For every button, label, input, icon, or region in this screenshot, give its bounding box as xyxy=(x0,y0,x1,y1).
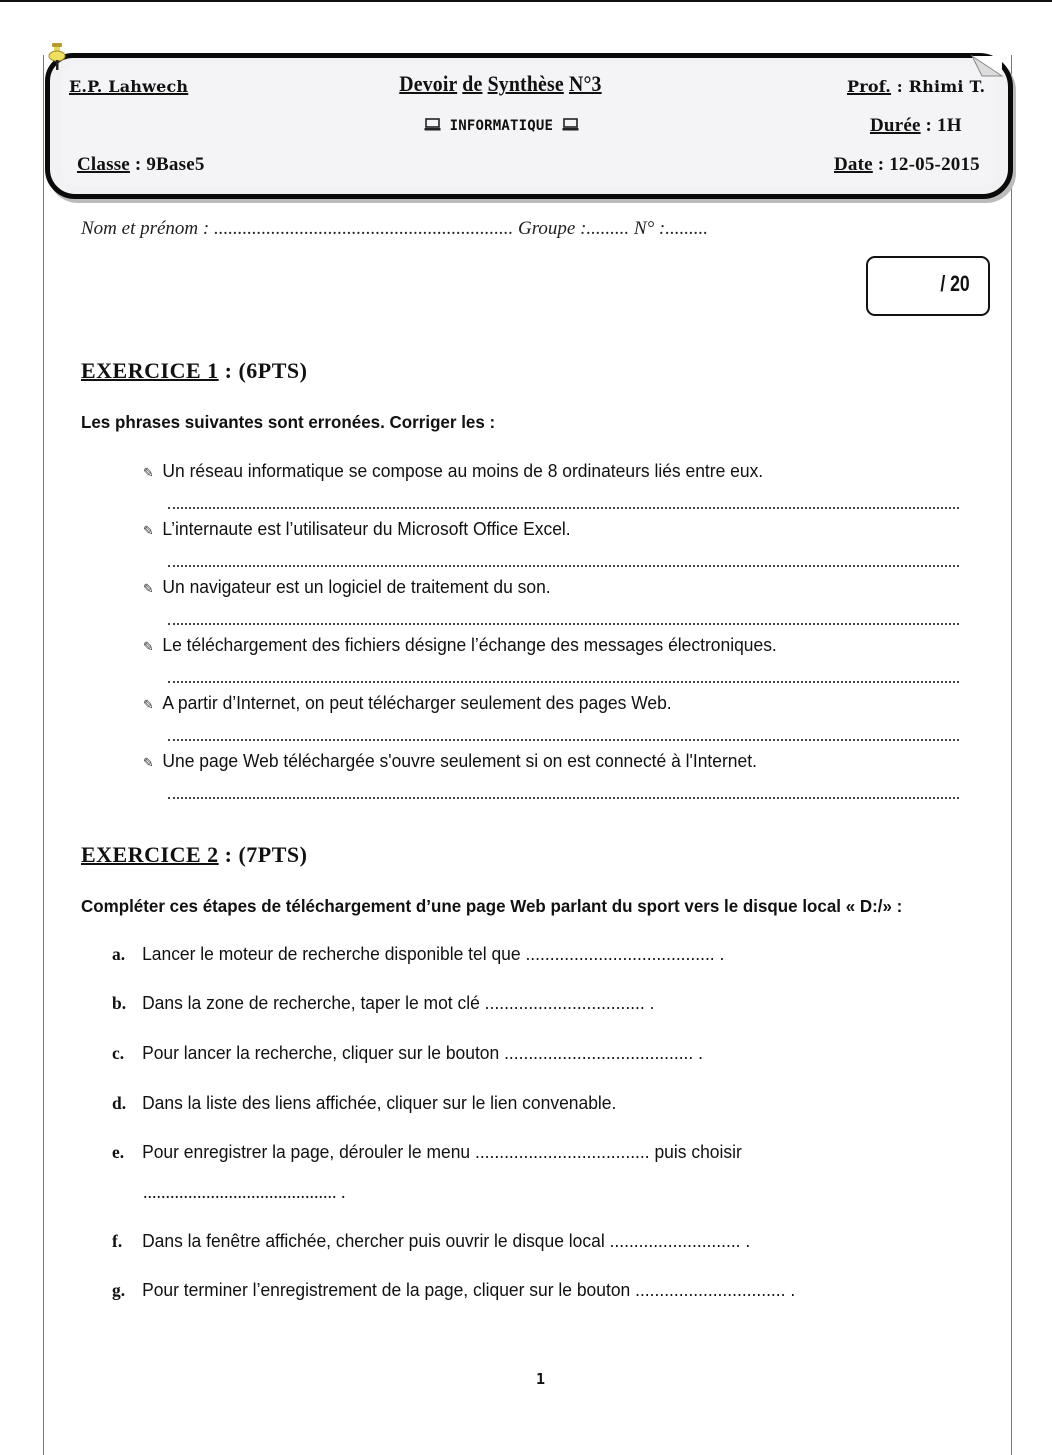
step-label: b. xyxy=(112,993,127,1013)
step-label: g. xyxy=(112,1280,126,1300)
score-text: / 20 xyxy=(940,271,970,296)
class-value: : 9Base5 xyxy=(134,154,205,175)
title-word: Devoir xyxy=(399,71,458,96)
top-rule xyxy=(0,0,1052,2)
exercise-1-item xyxy=(143,693,672,714)
exercise-1-item xyxy=(143,461,763,482)
exercise-2-instruction: Compléter ces étapes de téléchargement d’une page Web parlant du sport vers le disque local « D:/» : xyxy=(81,896,903,916)
step-text: Dans la liste des liens affichée, cliquer sur le lien convenable. xyxy=(142,1093,617,1113)
answer-line[interactable] xyxy=(168,679,959,683)
school-name-text: E.P. Lahwech xyxy=(69,77,189,96)
duration-field xyxy=(870,115,962,137)
pushpin-icon xyxy=(48,42,66,70)
exercise-1-instruction: Les phrases suivantes sont erronées. Corriger les : xyxy=(81,412,496,432)
step-c[interactable] xyxy=(112,1043,703,1064)
step-text: Pour terminer l’enregistrement de la page, cliquer sur le bouton ............................... . xyxy=(142,1280,796,1300)
title-word: N°3 xyxy=(568,71,602,96)
step-label: f. xyxy=(112,1231,123,1251)
exercise-1-item xyxy=(143,577,551,598)
exercise-1-item xyxy=(143,635,777,656)
class-label: Classe xyxy=(77,154,130,175)
pencil-icon: ✎ xyxy=(143,639,154,654)
laptop-icon xyxy=(562,118,579,131)
pencil-icon: ✎ xyxy=(143,581,154,596)
step-e-continuation[interactable]: ........................................... . xyxy=(143,1182,346,1202)
step-label: c. xyxy=(112,1043,125,1063)
item-text: Le téléchargement des fichiers désigne l’échange des messages électroniques. xyxy=(162,635,777,655)
school-name xyxy=(69,77,188,96)
score-box xyxy=(866,256,990,316)
step-text: Dans la fenêtre affichée, chercher puis ouvrir le disque local ........................... . xyxy=(142,1231,751,1251)
answer-line[interactable] xyxy=(168,795,959,799)
step-label: e. xyxy=(112,1142,125,1162)
item-text: Une page Web téléchargée s'ouvre seulement si on est connecté à l'Internet. xyxy=(162,751,757,771)
subject-line xyxy=(424,118,579,134)
answer-line[interactable] xyxy=(168,563,959,567)
item-text: Un réseau informatique se compose au moins de 8 ordinateurs liés entre eux. xyxy=(162,461,764,481)
pencil-icon: ✎ xyxy=(143,465,154,480)
prof-value: : Rhimi T. xyxy=(896,77,986,96)
title-word: de xyxy=(462,71,483,96)
answer-line[interactable] xyxy=(168,737,959,741)
laptop-icon xyxy=(424,118,441,131)
date-label: Date xyxy=(834,154,873,175)
exercise-1-item xyxy=(143,519,571,540)
subject-text: INFORMATIQUE xyxy=(449,118,554,134)
step-text: Lancer le moteur de recherche disponible tel que ....................................... . xyxy=(142,944,725,964)
step-text: Pour lancer la recherche, cliquer sur le bouton ....................................... . xyxy=(142,1043,703,1063)
step-e[interactable] xyxy=(112,1142,742,1163)
step-b[interactable] xyxy=(112,993,654,1014)
item-text: Un navigateur est un logiciel de traitement du son. xyxy=(162,577,551,597)
student-name-field[interactable]: Nom et prénom : ............................................................... Groupe :......... N° :......... xyxy=(81,218,708,239)
step-a[interactable] xyxy=(112,944,724,965)
prof-label: Prof. xyxy=(847,77,892,96)
duration-label: Durée xyxy=(870,115,921,136)
item-text: L’internaute est l’utilisateur du Microsoft Office Excel. xyxy=(162,519,571,539)
pencil-icon: ✎ xyxy=(143,697,154,712)
answer-line[interactable] xyxy=(168,621,959,625)
pencil-icon: ✎ xyxy=(143,523,154,538)
step-f[interactable] xyxy=(112,1231,750,1252)
date-field xyxy=(834,154,980,176)
date-value: : 12-05-2015 xyxy=(877,154,980,175)
step-g[interactable] xyxy=(112,1280,795,1301)
exercise-2-title xyxy=(81,842,307,868)
exercise-1-heading: EXERCICE 1 xyxy=(81,358,219,383)
step-text: Dans la zone de recherche, taper le mot clé ................................. . xyxy=(142,993,655,1013)
exam-title xyxy=(399,71,601,97)
step-label: d. xyxy=(112,1093,127,1113)
prof-field xyxy=(847,77,985,96)
item-text: A partir d’Internet, on peut télécharger seulement des pages Web. xyxy=(162,693,672,713)
page-number: 1 xyxy=(536,1370,546,1388)
answer-line[interactable] xyxy=(168,505,959,509)
class-field xyxy=(77,154,205,176)
step-d xyxy=(112,1093,616,1114)
step-text: Pour enregistrer la page, dérouler le menu .................................... puis choisir xyxy=(142,1142,742,1162)
title-word: Synthèse xyxy=(487,71,564,96)
duration-value: : 1H xyxy=(925,115,962,136)
exercise-2-heading: EXERCICE 2 xyxy=(81,842,219,867)
step-label: a. xyxy=(112,944,126,964)
pencil-icon: ✎ xyxy=(143,755,154,770)
exercise-1-points: : (6PTS) xyxy=(218,358,308,383)
exercise-1-title xyxy=(81,358,307,384)
exercise-2-points: : (7PTS) xyxy=(218,842,308,867)
exercise-1-item xyxy=(143,751,757,772)
